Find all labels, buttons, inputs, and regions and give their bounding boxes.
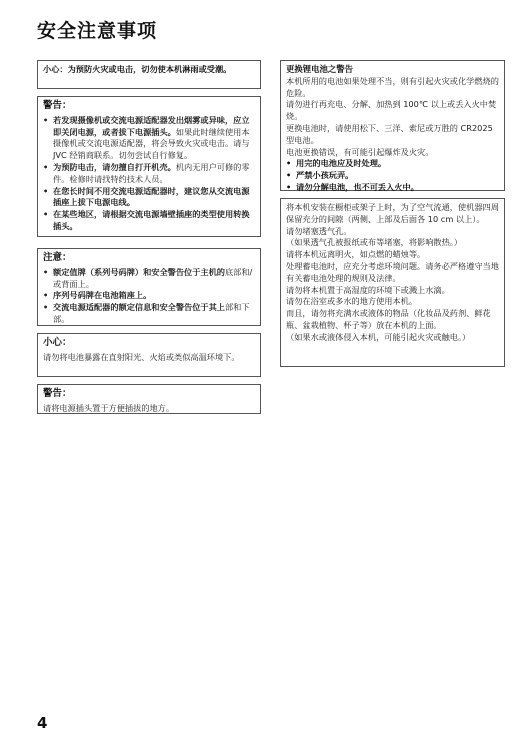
- battery-list: [286, 158, 499, 193]
- install-paragraph: 而且，请勿将充满水或液体的物品（化妆品及药剂、鲜花瓶、盆栽植物、杯子等）放在本机的上面。: [286, 308, 491, 330]
- caution-box-top: [37, 60, 261, 89]
- warning-item: • 为预防电击，请勿擅自打开机壳。机内无用户可修的零件。检修时请找特约技术人员。: [43, 162, 255, 186]
- note-item: • 额定值牌（系列号码牌）和安全警告位于主机的底部和/或背面上。: [43, 267, 255, 291]
- install-paragraph: 请将本机远离明火，如点燃的蜡烛等。: [286, 249, 426, 260]
- warning-box-2: [37, 384, 261, 414]
- battery-warning-box: [280, 60, 505, 191]
- caution-body: 为预防火灾或电击，切勿使本机淋雨或受潮。: [67, 64, 232, 74]
- battery-heading: 更换锂电池之警告: [286, 64, 353, 74]
- warning2-heading: 警告：: [43, 388, 72, 399]
- install-paragraph: 请勿将本机置于高湿度的环境下或溅上水滴。: [286, 284, 450, 295]
- battery-paragraph: 请勿进行再充电、分解、加热到 100℃ 以上或丢入火中焚烧。: [286, 99, 497, 122]
- battery-paragraph: 本机所用的电池如果处理不当，则有引起火灾或化学燃烧的危险。: [286, 75, 499, 98]
- warning-item: • 若发现摄像机或交流电源适配器发出烟雾或异味，应立即关闭电源，或者拔下电源插头。如果此时继续使用本摄像机或交流电源适配器，将会导致火灾或电击。请与 JVC 经销商联系。切勿尝试自行修复。: [43, 115, 255, 162]
- warning-item: • 在您长时间不用交流电源适配器时，建议您从交流电源插座上拔下电源电线。: [43, 186, 255, 210]
- note-heading: 注意：: [43, 252, 72, 263]
- warning-list: [43, 115, 255, 233]
- caution-label: 小心：: [43, 64, 68, 74]
- warning-item: • 在某些地区，请根据交流电源墙壁插座的类型使用转换插头。: [43, 209, 255, 233]
- caution-text: [43, 64, 255, 76]
- caution2-text: 请勿将电池暴露在直射阳光、火焰或类似高温环境下。: [43, 351, 240, 362]
- battery-item: • 用完的电池应及时处理。: [286, 158, 499, 170]
- note-item: • 交流电源适配器的额定信息和安全警告位于其上部和下部。: [43, 302, 255, 326]
- caution2-heading: 小心：: [43, 337, 72, 348]
- installation-box: [280, 198, 505, 367]
- note-list: [43, 267, 255, 326]
- install-paragraph: （如果水或液体侵入本机，可能引起火灾或触电。）: [286, 331, 471, 342]
- warning-heading: 警告：: [43, 100, 72, 111]
- install-paragraph: 请勿堵塞透气孔。: [286, 225, 352, 236]
- battery-paragraph: 更换电池时，请使用松下、三洋、索尼或万胜的 CR2025 型电池。: [286, 122, 493, 145]
- note-box: [37, 248, 261, 326]
- battery-item: • 严禁小孩玩弄。: [286, 170, 499, 182]
- warning-box-1: [37, 96, 261, 237]
- install-paragraph: （如果透气孔被报纸或布等堵塞，将影响散热。）: [286, 237, 463, 248]
- warning2-text: 请将电源插头置于方便插拔的地方。: [43, 402, 175, 413]
- page-title: 安全注意事项: [37, 20, 158, 42]
- install-paragraph: 请勿在浴室或多水的地方使用本机。: [286, 296, 418, 307]
- caution-box-2: [37, 333, 261, 377]
- battery-paragraph: 电池更换错误，有可能引起爆炸及火灾。: [286, 146, 434, 157]
- page-number: 4: [37, 714, 48, 732]
- note-item: • 序列号码牌在电池箱座上。: [43, 290, 255, 302]
- battery-item: • 请勿分解电池，也不可丢入火中。: [286, 182, 499, 194]
- install-paragraph: 处理蓄电池时，应充分考虑环境问题。请务必严格遵守当地有关蓄电池处理的规则及法律。: [286, 260, 499, 283]
- install-paragraph: 将本机安装在橱柜或架子上时，为了空气流通，使机器四周保留充分的间隙（两侧、上部及后面各 10 cm 以上）。: [286, 202, 499, 224]
